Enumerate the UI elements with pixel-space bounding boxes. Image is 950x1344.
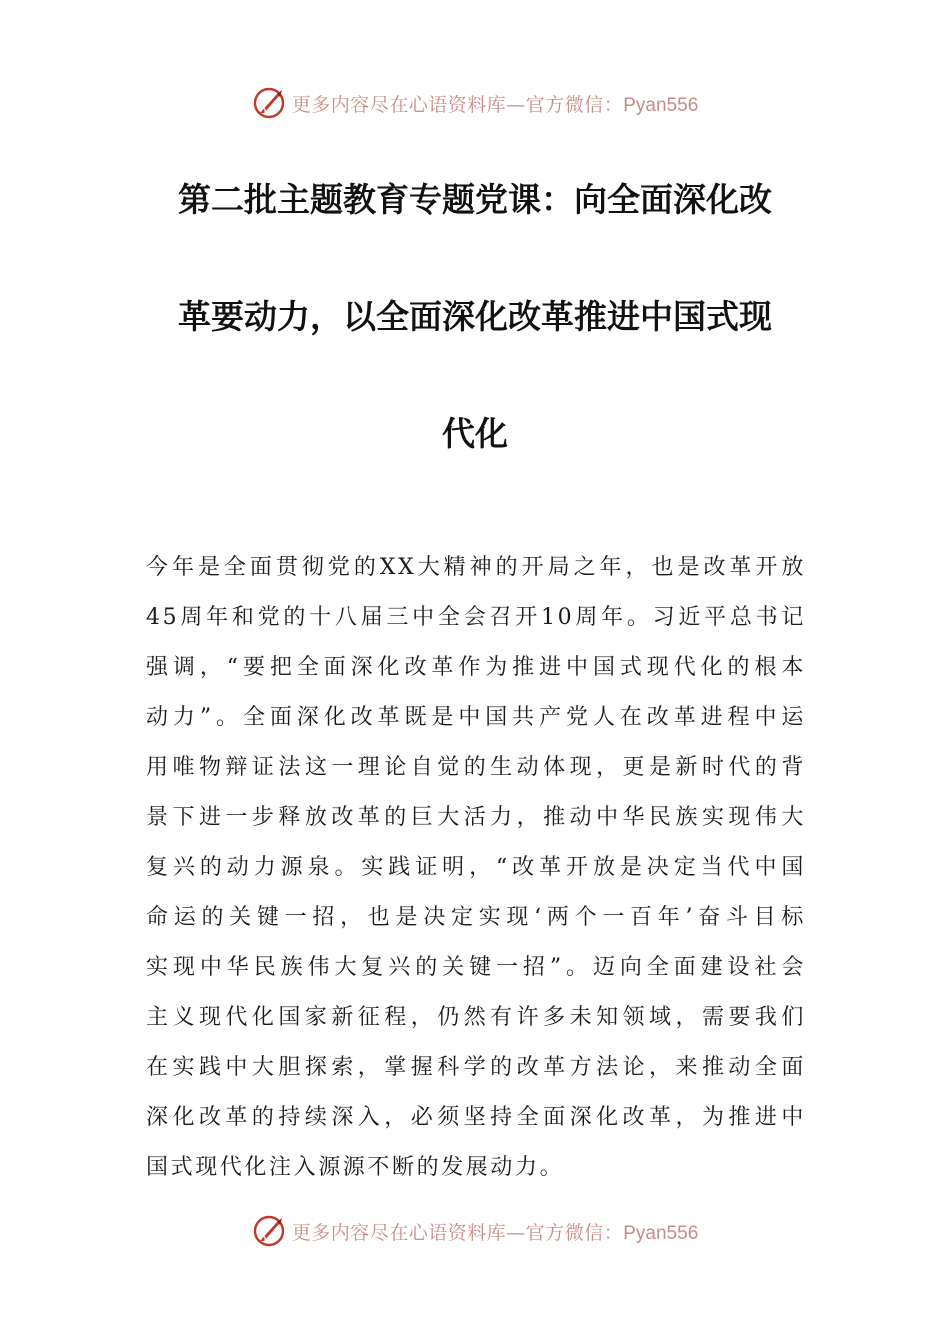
title-line: 革要动力，以全面深化改革推进中国式现	[178, 297, 772, 336]
paragraph-line: 复兴的动力源泉。实践证明，“改革开放是决定当代中国	[146, 855, 806, 880]
paragraph-line: 强调，“要把全面深化改革作为推进中国式现代化的根本	[146, 655, 806, 680]
body-paragraph	[146, 543, 806, 1193]
paragraph-line: 今年是全面贯彻党的XX大精神的开局之年，也是改革开放	[146, 555, 806, 580]
wechat-id: Pyan556	[623, 94, 699, 116]
watermark-text: 更多内容尽在心语资料库—官方微信：Pyan556	[291, 93, 699, 116]
wechat-id: Pyan556	[623, 1222, 699, 1244]
paragraph-line: 主义现代化国家新征程，仍然有许多未知领域，需要我们	[146, 1005, 806, 1030]
paragraph-line: 深化改革的持续深入，必须坚持全面深化改革，为推进中	[146, 1105, 806, 1130]
title-line: 代化	[442, 414, 508, 453]
watermark-text: 更多内容尽在心语资料库—官方微信：Pyan556	[291, 1221, 699, 1244]
paragraph-line: 用唯物辩证法这一理论自觉的生动体现，更是新时代的背	[146, 755, 806, 780]
paragraph-line: 景下进一步释放改革的巨大活力，推动中华民族实现伟大	[146, 805, 806, 830]
page-title	[120, 170, 830, 464]
title-line: 第二批主题教育专题党课：向全面深化改	[178, 180, 772, 219]
header-watermark	[0, 83, 950, 123]
footer-watermark	[0, 1211, 950, 1251]
paragraph-line: 国式现代化注入源源不断的发展动力。	[146, 1155, 565, 1180]
paragraph-line: 45周年和党的十八届三中全会召开10周年。习近平总书记	[146, 605, 806, 630]
paragraph-line: 在实践中大胆探索，掌握科学的改革方法论，来推动全面	[146, 1055, 806, 1080]
quill-logo-icon	[252, 86, 286, 120]
quill-logo-icon	[252, 1214, 286, 1248]
paragraph-line: 实现中华民族伟大复兴的关键一招”。迈向全面建设社会	[146, 955, 806, 980]
paragraph-line: 动力”。全面深化改革既是中国共产党人在改革进程中运	[146, 705, 806, 730]
paragraph-line: 命运的关键一招，也是决定实现‘两个一百年’奋斗目标	[146, 905, 806, 930]
